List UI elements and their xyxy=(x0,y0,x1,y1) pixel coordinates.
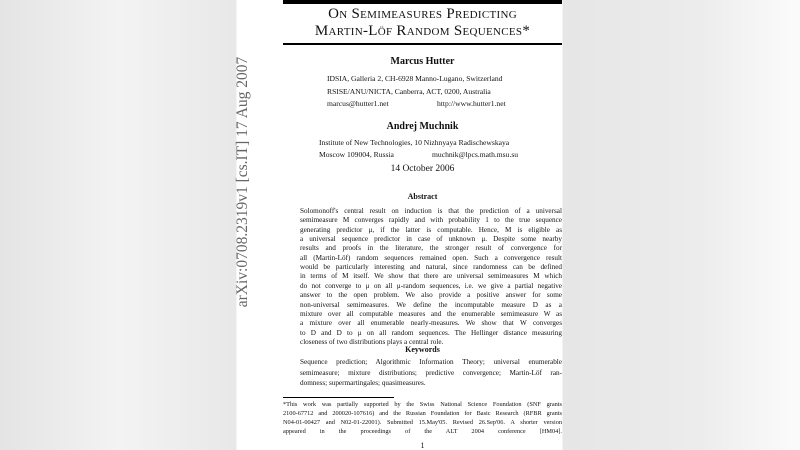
abstract-line: a universal sequence predictor in case of unknown μ. Despite some nearby xyxy=(300,235,562,244)
footnote-line: N04-01-00427 and N02-01-22001). Submitted 15.May'05. Revised 26.Sep'06. A shorter version xyxy=(283,419,562,426)
paper-title-line-2: Martin-Löf Random Sequences* xyxy=(314,23,531,39)
abstract-line: closeness of two distributions plays a central role. xyxy=(300,337,444,346)
abstract-heading: Abstract xyxy=(407,192,438,201)
abstract-line: Solomonoff's central result on induction is that the prediction of a universal xyxy=(300,207,562,215)
footnote-rule xyxy=(283,397,394,398)
title-top-rule xyxy=(283,0,562,4)
keywords-heading: Keywords xyxy=(405,345,440,354)
abstract-line: would be particularly interesting and natural, since randomness can be defined xyxy=(300,263,562,272)
page-number: 1 xyxy=(420,441,425,450)
paper-date: 14 October 2006 xyxy=(390,164,455,174)
author-affiliation: RSISE/ANU/NICTA, Canberra, ACT, 0200, Australia xyxy=(327,87,491,96)
author-email[interactable]: marcus@hutter1.net xyxy=(327,99,389,108)
abstract-line: to D and D to μ on all random sequences. The Hellinger distance measuring xyxy=(300,328,562,337)
abstract-line: mixture over all computable measures and the enumerable semimeasure W as xyxy=(300,309,562,318)
abstract-line: all (Martin-Löf) random sequences remained open. Such a convergence result xyxy=(300,253,562,262)
keywords-line: domness; supermartingales; quasimeasures. xyxy=(300,379,426,387)
abstract-line: answer to the open problem. We also provide a positive answer for some xyxy=(300,291,562,300)
author-name: Andrej Muchnik xyxy=(386,121,459,132)
arxiv-stamp: arXiv:0708.2319v1 [cs.IT] 17 Aug 2007 xyxy=(234,56,251,308)
author-affiliation: Institute of New Technologies, 10 Nizhnyaya Radischewskaya xyxy=(319,138,510,147)
abstract-line: in terms of M itself. We show that there are universal semimeasures M which xyxy=(300,272,562,281)
footnote-line: 2100-67712 and 200020-107616) and the Russian Foundation for Basic Research (RFBR grants xyxy=(283,410,562,417)
paper-title-line-1: On Semimeasures Predicting xyxy=(328,6,517,22)
abstract-line: a mixture over all enumerable nearly-measures. We show that W converges xyxy=(300,319,562,328)
keywords-line: semimeasure; mixture distributions; predictive convergence; Martin-Löf ran- xyxy=(300,368,562,377)
abstract-line: generating predictor μ, if the latter is computable. Hence, M is eligible as xyxy=(300,225,562,234)
abstract-line: non-universal semimeasures. We define the incomputable measure D as a xyxy=(300,300,562,309)
keywords-line: Sequence prediction; Algorithmic Information Theory; universal enumerable xyxy=(300,358,562,366)
author-email[interactable]: muchnik@lpcs.math.msu.su xyxy=(432,150,519,159)
footnote-line: appeared in the proceedings of the ALT 2004 conference [HM04]. xyxy=(283,428,562,435)
title-bottom-rule xyxy=(283,43,562,45)
abstract-line: do not converge to μ on all μ-random sequences, i.e. we give a partial negative xyxy=(300,281,562,290)
author-city: Moscow 109004, Russia xyxy=(319,150,394,159)
abstract-line: semimeasure M converges rapidly and with probability 1 to the true sequence xyxy=(300,216,562,225)
footnote-line: *This work was partially supported by the Swiss National Science Foundation (SNF grants xyxy=(283,401,562,408)
author-affiliation: IDSIA, Galleria 2, CH-6928 Manno-Lugano, Switzerland xyxy=(327,74,503,83)
author-name: Marcus Hutter xyxy=(390,56,455,67)
author-website[interactable]: http://www.hutter1.net xyxy=(437,99,506,108)
abstract-line: results and proofs in the literature, the stronger result of convergence for xyxy=(300,244,562,253)
